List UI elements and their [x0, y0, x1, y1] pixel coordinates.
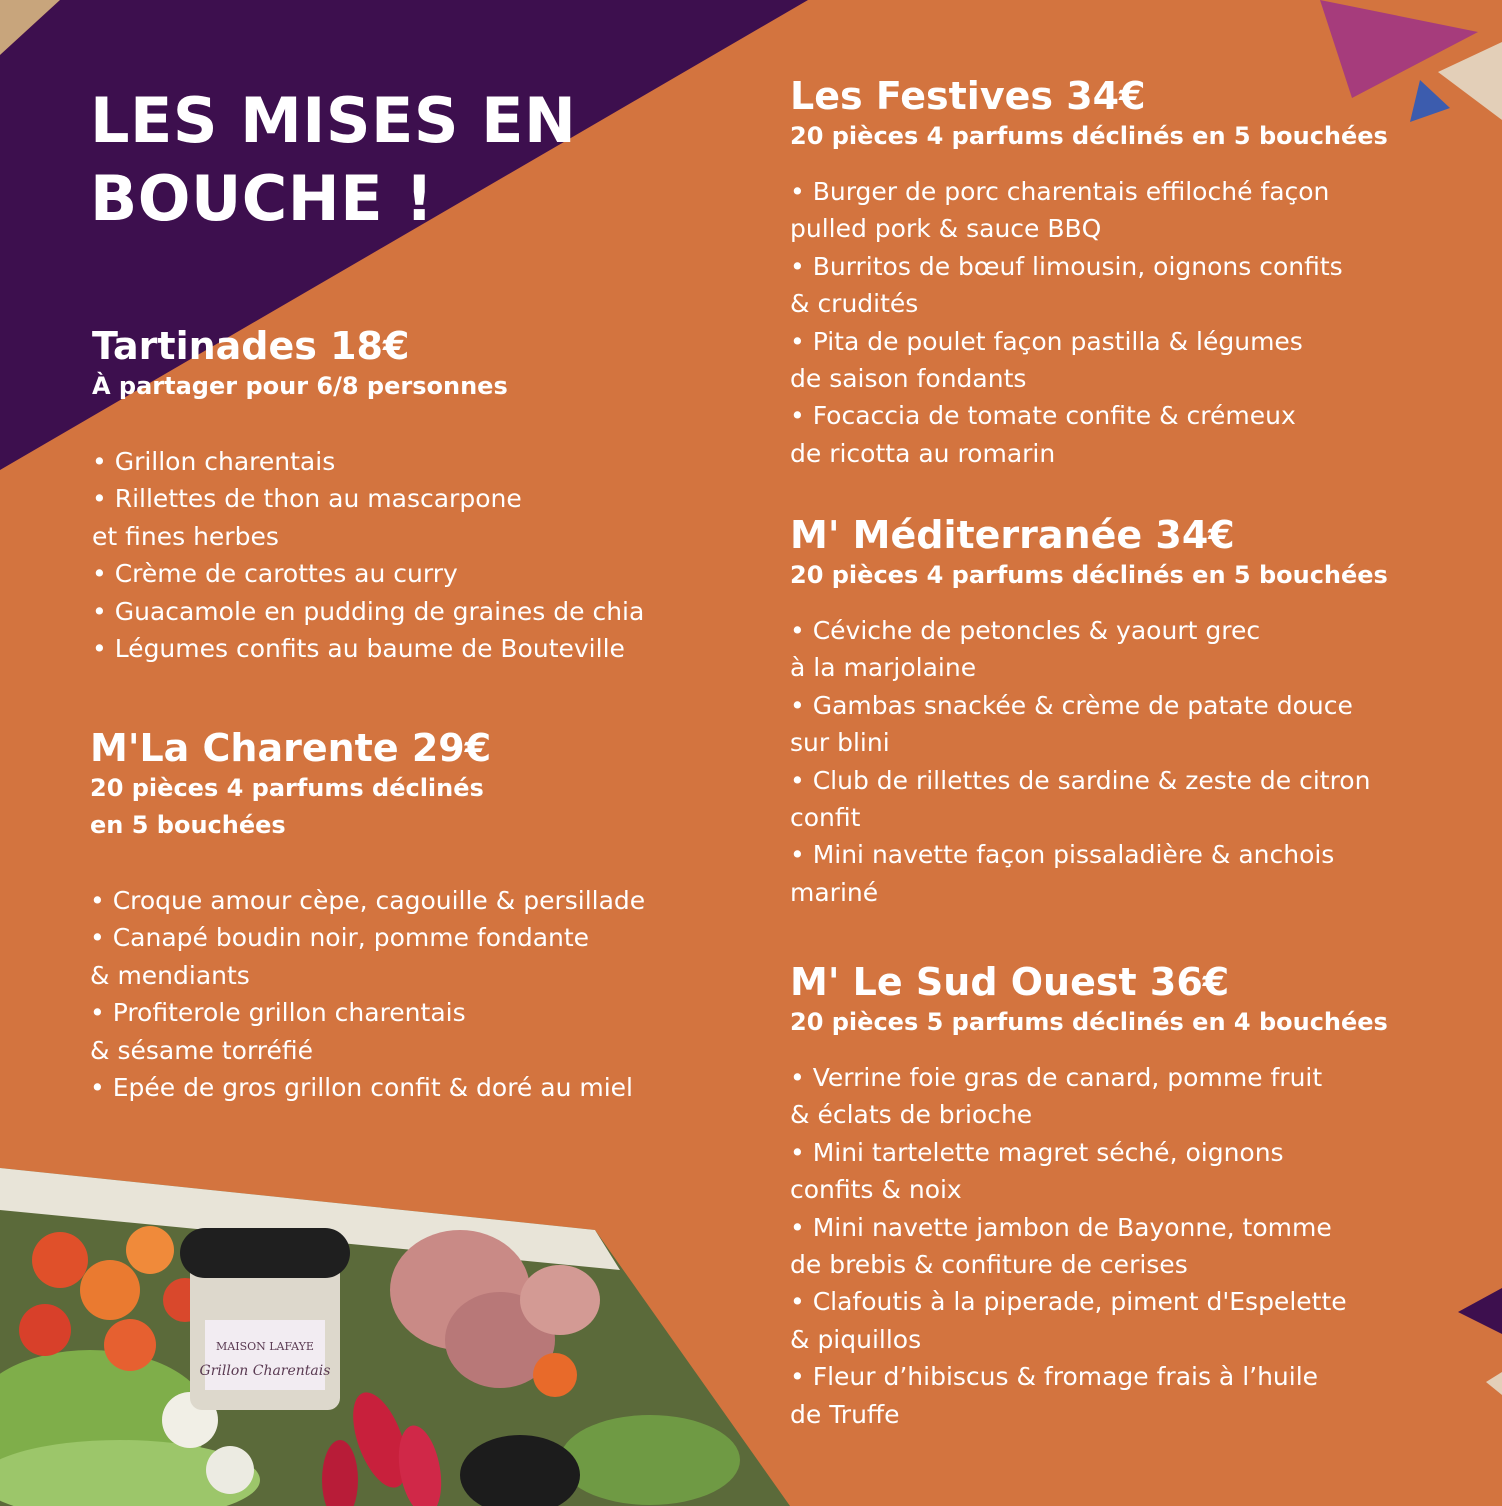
- section-tartinades: [92, 324, 644, 667]
- menu-item-line: confit: [790, 803, 861, 833]
- menu-item-line: • Verrine foie gras de canard, pomme fruit: [790, 1063, 1323, 1092]
- menu-item-line: & sésame torréfié: [90, 1035, 314, 1065]
- menu-item: [92, 630, 644, 667]
- section-subtitle-line: 20 pièces 5 parfums déclinés en 4 bouchées: [790, 1008, 1388, 1036]
- menu-item-line: • Canapé boudin noir, pomme fondante: [90, 923, 590, 953]
- menu-item: [90, 1069, 645, 1106]
- section-subtitle: [790, 118, 1388, 155]
- section-subtitle: [790, 557, 1388, 594]
- menu-item-line: confits & noix: [790, 1175, 962, 1205]
- menu-item-line: & piquillos: [790, 1324, 922, 1354]
- menu-item-line: • Grillon charentais: [92, 447, 336, 476]
- menu-item: [790, 1134, 1388, 1209]
- menu-item-line: • Légumes confits au baume de Bouteville: [92, 634, 625, 664]
- section-name: M' Le Sud Ouest 36€: [790, 960, 1230, 1004]
- menu-item-line: • Clafoutis à la piperade, piment d'Espelette: [790, 1287, 1347, 1317]
- section-sudouest: [790, 960, 1388, 1433]
- section-name: M'La Charente 29€: [90, 726, 492, 770]
- section-subtitle-line: À partager pour 6/8 personnes: [92, 372, 508, 400]
- section-subtitle-line: en 5 bouchées: [90, 811, 286, 839]
- section-items: [90, 882, 645, 1106]
- menu-item: [790, 1358, 1388, 1433]
- menu-item-line: • Mini navette façon pissaladière & anchois: [790, 840, 1335, 870]
- section-subtitle: [92, 368, 644, 405]
- menu-item-line: de brebis & confiture de cerises: [790, 1250, 1188, 1280]
- menu-item: [92, 480, 644, 555]
- section-charente: [90, 726, 645, 1106]
- menu-item: [790, 397, 1388, 472]
- jar-label-brand: MAISON LAFAYE: [216, 1340, 314, 1353]
- menu-item: [92, 593, 644, 630]
- section-items: [92, 443, 644, 667]
- menu-item: [790, 687, 1388, 762]
- page-title: [90, 82, 576, 238]
- section-items: [790, 1059, 1388, 1433]
- menu-item: [790, 173, 1388, 248]
- menu-item: [92, 555, 644, 592]
- menu-item-line: • Profiterole grillon charentais: [90, 998, 466, 1028]
- menu-item-line: • Burritos de bœuf limousin, oignons confits: [790, 251, 1343, 281]
- section-subtitle-line: 20 pièces 4 parfums déclinés en 5 bouchées: [790, 561, 1388, 589]
- jar-label-product: Grillon Charentais: [199, 1363, 331, 1379]
- menu-item: [790, 1283, 1388, 1358]
- section-items: [790, 612, 1388, 911]
- menu-item: [790, 836, 1388, 911]
- menu-item-line: & crudités: [790, 289, 919, 319]
- menu-item-line: & mendiants: [90, 960, 250, 990]
- menu-item-line: • Club de rillettes de sardine & zeste de citron: [790, 765, 1371, 795]
- menu-item-line: • Burger de porc charentais effiloché façon: [790, 177, 1330, 206]
- menu-item-line: et fines herbes: [92, 521, 279, 551]
- section-name: M' Méditerranée 34€: [790, 513, 1235, 557]
- menu-item-line: & éclats de brioche: [790, 1100, 1033, 1130]
- menu-item: [790, 1209, 1388, 1284]
- menu-item-line: • Mini tartelette magret séché, oignons: [790, 1137, 1284, 1167]
- menu-item-line: • Mini navette jambon de Bayonne, tomme: [790, 1212, 1332, 1242]
- section-subtitle-line: 20 pièces 4 parfums déclinés: [90, 774, 484, 802]
- menu-item-line: de saison fondants: [790, 364, 1027, 394]
- menu-item-line: • Focaccia de tomate confite & crémeux: [790, 401, 1296, 431]
- menu-item-line: • Gambas snackée & crème de patate douce: [790, 690, 1353, 720]
- menu-item-line: de ricotta au romarin: [790, 438, 1056, 468]
- section-name: Tartinades 18€: [92, 324, 410, 368]
- menu-item-line: sur blini: [790, 728, 890, 758]
- menu-item-line: pulled pork & sauce BBQ: [790, 214, 1102, 244]
- menu-item: [90, 919, 645, 994]
- section-items: [790, 173, 1388, 472]
- section-festives: [790, 74, 1388, 472]
- menu-item-line: • Fleur d’hibiscus & fromage frais à l’huile: [790, 1362, 1319, 1392]
- menu-item-line: mariné: [790, 877, 879, 907]
- menu-item-line: • Epée de gros grillon confit & doré au miel: [90, 1073, 633, 1103]
- title-line-1: LES MISES EN: [90, 84, 577, 157]
- menu-item: [790, 248, 1388, 323]
- menu-item-line: • Céviche de petoncles & yaourt grec: [790, 616, 1261, 645]
- menu-item-line: de Truffe: [790, 1399, 900, 1429]
- section-mediterranee: [790, 513, 1388, 911]
- menu-item-line: • Crème de carottes au curry: [92, 559, 458, 589]
- menu-item: [90, 882, 645, 919]
- section-name: Les Festives 34€: [790, 74, 1146, 118]
- menu-item-line: • Pita de poulet façon pastilla & légumes: [790, 326, 1303, 356]
- section-subtitle: [90, 770, 645, 844]
- menu-item-line: • Rillettes de thon au mascarpone: [92, 484, 522, 514]
- title-line-2: BOUCHE !: [90, 162, 434, 235]
- menu-item: [790, 323, 1388, 398]
- menu-item: [90, 994, 645, 1069]
- section-subtitle: [790, 1004, 1388, 1041]
- menu-item: [92, 443, 644, 480]
- section-subtitle-line: 20 pièces 4 parfums déclinés en 5 bouchées: [790, 122, 1388, 150]
- menu-item: [790, 1059, 1388, 1134]
- menu-item-line: à la marjolaine: [790, 653, 977, 683]
- menu-item: [790, 762, 1388, 837]
- menu-item: [790, 612, 1388, 687]
- menu-item-line: • Croque amour cèpe, cagouille & persillade: [90, 886, 646, 915]
- menu-item-line: • Guacamole en pudding de graines de chia: [92, 596, 645, 626]
